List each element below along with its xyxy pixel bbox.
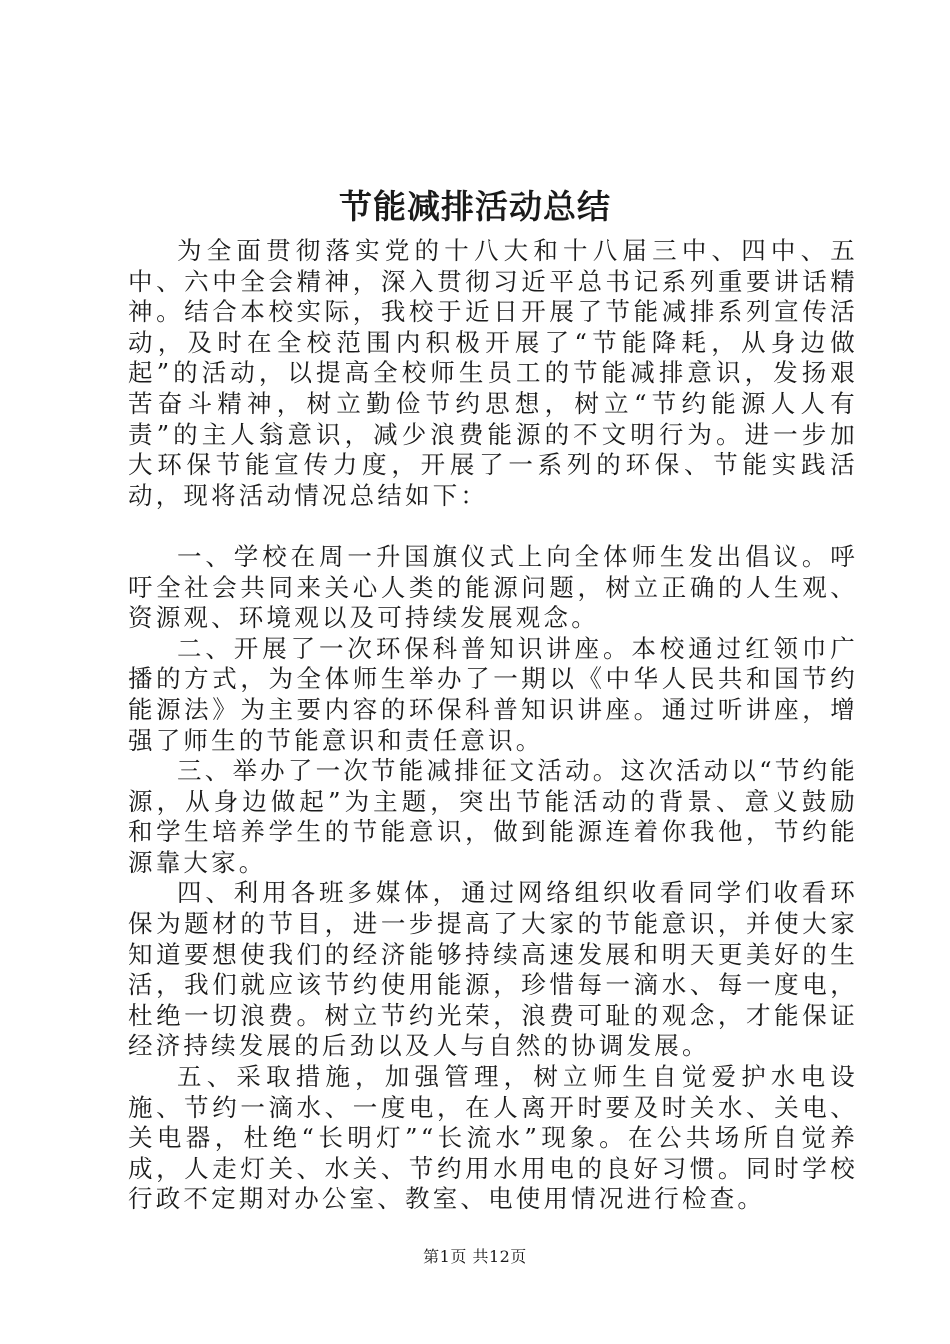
paragraph-4: 四、利用各班多媒体，通过网络组织收看同学们收看环保为题材的节目，进一步提高了大家的节能意识，并使大家知道要想使我们的经济能够持续高速发展和明天更美好的生活，我们就应该节约使用能源，珍惜每一滴水、每一度电，杜绝一切浪费。树立节约光荣，浪费可耻的观念，才能保证经济持续发展的后劲以及人与自然的协调发展。 [128,878,858,1061]
document-title: 节能减排活动总结 [339,187,611,226]
paragraph-2: 二、开展了一次环保科普知识讲座。本校通过红领巾广播的方式，为全体师生举办了一期以《中华人民共和国节约能源法》为主要内容的环保科普知识讲座。通过听讲座，增强了师生的节能意识和责任意识。 [128,633,858,755]
paragraph-1: 一、学校在周一升国旗仪式上向全体师生发出倡议。呼吁全社会共同来关心人类的能源问题，树立正确的人生观、资源观、环境观以及可持续发展观念。 [128,541,858,633]
document-body [128,236,858,1215]
paragraph-5: 五、采取措施，加强管理，树立师生自觉爱护水电设施、节约一滴水、一度电，在人离开时要及时关水、关电、关电器，杜绝“长明灯”“长流水”现象。在公共场所自觉养成，人走灯关、水关、节约用水用电的良好习惯。同时学校行政不定期对办公室、教室、电使用情况进行检查。 [128,1062,858,1214]
intro-paragraph: 为全面贯彻落实党的十八大和十八届三中、四中、五中、六中全会精神，深入贯彻习近平总书记系列重要讲话精神。结合本校实际，我校于近日开展了节能减排系列宣传活动，及时在全校范围内积极开展了“节能降耗，从身边做起”的活动，以提高全校师生员工的节能减排意识，发扬艰苦奋斗精神，树立勤俭节约思想，树立“节约能源人人有责”的主人翁意识，减少浪费能源的不文明行为。进一步加大环保节能宣传力度，开展了一系列的环保、节能实践活动，现将活动情况总结如下： [128,236,858,510]
paragraph-3: 三、举办了一次节能减排征文活动。这次活动以“节约能源，从身边做起”为主题，突出节能活动的背景、意义鼓励和学生培养学生的节能意识，做到能源连着你我他，节约能源靠大家。 [128,756,858,877]
page-number-footer: 第1页 共12页 [423,1247,527,1266]
